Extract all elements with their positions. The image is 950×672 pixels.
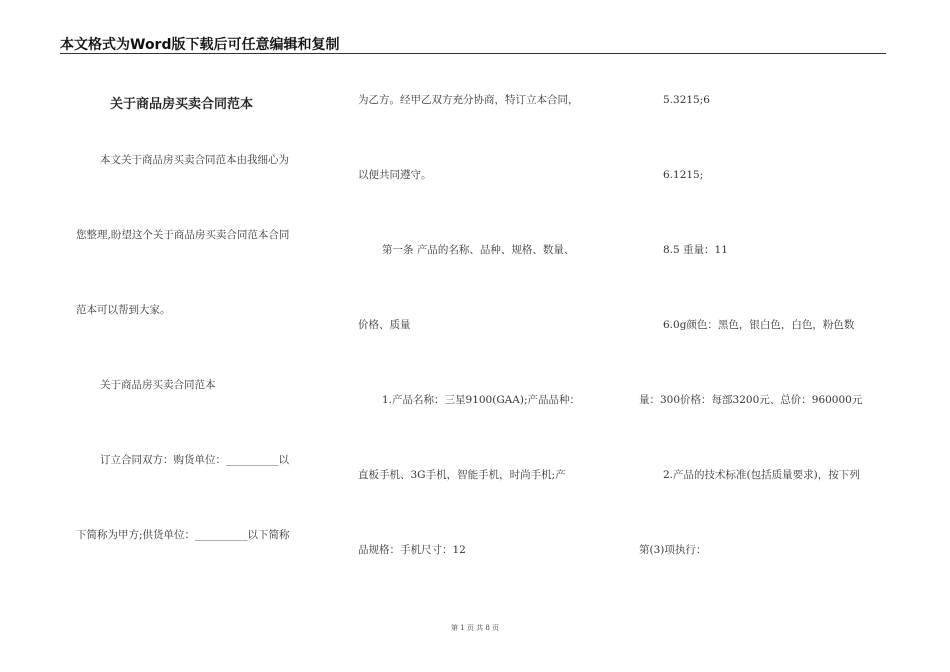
col3-line-1: 5.3215;6 bbox=[663, 94, 710, 106]
col1-line-1: 本文关于商品房买卖合同范本由我细心为 bbox=[100, 154, 289, 166]
col2-line-1: 为乙方。经甲乙双方充分协商，特订立本合同， bbox=[358, 94, 579, 106]
col1-line-3: 范本可以帮到大家。 bbox=[76, 304, 171, 316]
col2-line-3: 第一条 产品的名称、品种、规格、数量、 bbox=[382, 244, 575, 256]
document-title: 关于商品房买卖合同范本 bbox=[110, 97, 254, 112]
col2-line-6: 直板手机、3G手机，智能手机，时尚手机;产 bbox=[358, 469, 566, 481]
col3-line-4: 6.0g颜色：黑色，银白色，白色，粉色数 bbox=[663, 319, 855, 331]
col1-line-6: 下简称为甲方;供货单位：__________以下简称 bbox=[76, 529, 290, 541]
col2-line-5: 1.产品名称：三星9100(GAA);产品品种： bbox=[382, 394, 581, 406]
col2-line-2: 以便共同遵守。 bbox=[358, 169, 432, 181]
col1-line-5: 订立合同双方：购货单位：__________以 bbox=[100, 454, 289, 466]
col3-line-3: 8.5 重量：11 bbox=[663, 244, 728, 256]
header-divider bbox=[60, 53, 886, 54]
col1-line-2: 您整理,盼望这个关于商品房买卖合同范本合同 bbox=[76, 229, 290, 241]
page-number-footer: 第 1 页 共 8 页 bbox=[450, 624, 500, 632]
col3-line-7: 第(3)项执行： bbox=[639, 544, 707, 556]
col3-line-5: 量：300价格：每部3200元、总价：960000元 bbox=[639, 394, 863, 406]
col1-line-4: 关于商品房买卖合同范本 bbox=[100, 379, 216, 391]
col3-line-6: 2.产品的技术标准(包括质量要求)，按下列 bbox=[663, 469, 860, 481]
col2-line-4: 价格、质量 bbox=[358, 319, 411, 331]
document-header: 本文格式为Word版下载后可任意编辑和复制 bbox=[60, 37, 340, 53]
col2-line-7: 品规格：手机尺寸：12 bbox=[358, 544, 466, 556]
col3-line-2: 6.1215; bbox=[663, 169, 704, 181]
